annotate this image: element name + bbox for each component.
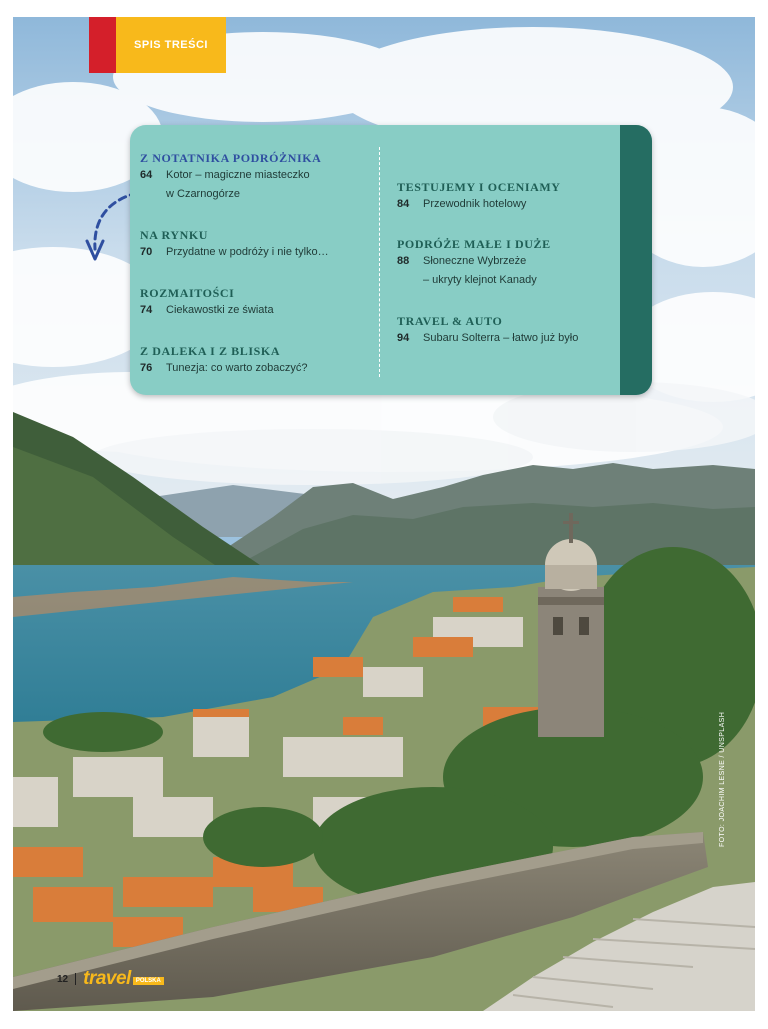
toc-title-line: Przewodnik hotelowy xyxy=(423,198,527,210)
toc-title-line: Ciekawostki ze świata xyxy=(166,304,274,316)
table-of-contents xyxy=(130,125,652,395)
toc-page-number: 94 xyxy=(397,332,410,344)
toc-entry[interactable] xyxy=(140,228,329,262)
toc-heading: TESTUJEMY I OCENIAMY xyxy=(397,180,561,194)
toc-entry[interactable] xyxy=(140,286,274,320)
toc-entry[interactable] xyxy=(397,314,578,348)
toc-title-line: – ukryty klejnot Kanady xyxy=(423,274,537,286)
toc-heading: ROZMAITOŚCI xyxy=(140,286,235,300)
toc-title-line: Subaru Solterra – łatwo już było xyxy=(423,332,579,344)
toc-page-number: 74 xyxy=(140,304,153,316)
toc-page-number: 88 xyxy=(397,255,410,267)
toc-side-strip xyxy=(620,125,652,395)
toc-page-number: 64 xyxy=(140,169,153,181)
toc-divider xyxy=(379,147,380,377)
section-tag-red-block xyxy=(89,17,116,73)
photo-credit xyxy=(709,707,726,847)
toc-title-line: Przydatne w podróży i nie tylko… xyxy=(166,246,329,258)
toc-title-line: Słoneczne Wybrzeże xyxy=(423,255,527,267)
toc-title-line: Kotor – magiczne miasteczko xyxy=(166,169,310,181)
toc-heading: PODRÓŻE MAŁE I DUŻE xyxy=(397,237,551,251)
toc-heading: NA RYNKU xyxy=(140,228,209,242)
section-tag xyxy=(89,17,226,73)
footer-separator xyxy=(75,973,76,985)
magazine-page xyxy=(13,17,755,1011)
toc-entry[interactable] xyxy=(140,344,307,378)
toc-page-number: 84 xyxy=(397,198,410,210)
section-tag-label: SPIS TREŚCI xyxy=(134,39,208,51)
photo-credit-text: FOTO: JOACHIM LESNE / UNSPLASH xyxy=(719,711,726,847)
page-footer xyxy=(57,968,164,990)
toc-entry[interactable] xyxy=(397,237,551,290)
toc-heading: Z DALEKA I Z BLISKA xyxy=(140,344,281,358)
toc-entry[interactable] xyxy=(397,180,561,214)
toc-page-number: 70 xyxy=(140,246,153,258)
travel-logo: travel xyxy=(83,968,131,989)
toc-heading: Z NOTATNIKA PODRÓŻNIKA xyxy=(140,151,322,165)
page-number: 12 xyxy=(57,973,69,985)
toc-entry[interactable] xyxy=(140,151,321,204)
toc-title-line: w Czarnogórze xyxy=(166,188,240,200)
toc-heading: TRAVEL & AUTO xyxy=(397,314,503,328)
travel-logo-sub: POLSKA xyxy=(133,977,164,985)
toc-title-line: Tunezja: co warto zobaczyć? xyxy=(166,362,308,374)
section-tag-yellow-block xyxy=(116,17,226,73)
toc-page-number: 76 xyxy=(140,362,153,374)
